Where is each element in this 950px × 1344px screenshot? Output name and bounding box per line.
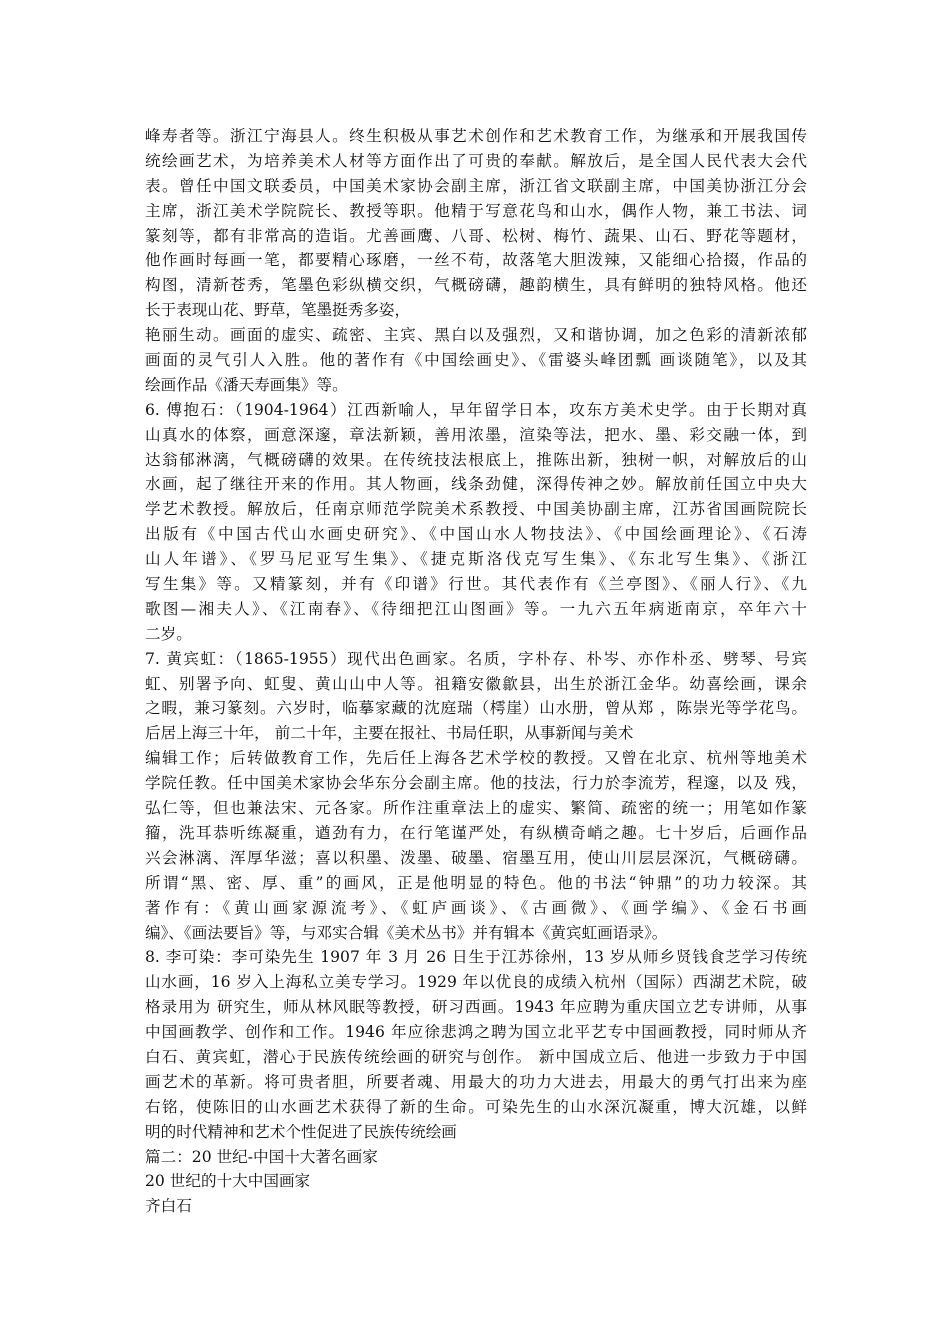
- text-line: 8. 李可染：李可染先生 1907 年 3 月 26 日生于江苏徐州，13 岁从师乡贤钱食芝学习传统: [145, 948, 807, 967]
- text-line: 虹、别署予向、虹叟、黄山山中人等。祖籍安徽歙县，出生於浙江金华。幼喜绘画，课余: [145, 674, 807, 693]
- document-body: [145, 124, 807, 1219]
- text-line: 明的时代精神和艺术个性促进了民族传统绘画: [145, 1122, 457, 1141]
- text-line: 他作画时每画一笔，都要精心琢磨，一丝不苟，故落笔大胆泼辣，又能细心拾掇，作品的: [145, 251, 807, 270]
- text-line: 7. 黄宾虹：（1865-1955）现代出色画家。名质，字朴存、朴岑、亦作朴丞、劈琴、号宾: [145, 649, 807, 668]
- text-line: 构图，清新苍秀，笔墨色彩纵横交织，气概磅礴，趣韵横生，具有鲜明的独特风格。他还: [145, 276, 807, 295]
- text-line: 画艺术的革新。将可贵者胆，所要者魂、用最大的功力大进去，用最大的勇气打出来为座: [145, 1072, 807, 1091]
- text-line: 编》、《画法要旨》等，与邓实合辑《美术丛书》并有辑本《黄宾虹画语录》。: [145, 923, 668, 942]
- text-line: 编辑工作；后转做教育工作，先后任上海各艺术学校的教授。又曾在北京、杭州等地美术: [145, 749, 807, 768]
- text-line: 长于表现山花、野草，笔墨挺秀多姿，: [145, 301, 411, 320]
- text-line: 右铭，使陈旧的山水画艺术获得了新的生命。可染先生的山水深沉凝重，博大沉雄，以鲜: [145, 1097, 807, 1116]
- text-line: 齐白石: [145, 1197, 192, 1216]
- text-line: 学院任教。任中国美术家协会华东分会副主席。他的技法，行力於李流芳，程邃，以及 残，: [145, 774, 807, 793]
- text-line: 达翁郁淋漓，气概磅礴的效果。在传统技法根底上，推陈出新，独树一帜，对解放后的山: [145, 450, 807, 469]
- text-line: 学艺术教授。解放后，任南京师范学院美术系教授、中国美协副主席，江苏省国画院院长: [145, 500, 807, 519]
- text-line: 艳丽生动。画面的虚实、疏密、主宾、黑白以及强烈，又和谐协调，加之色彩的清新浓郁: [145, 326, 807, 345]
- text-line: 之暇，兼习篆刻。六岁时，临摹家藏的沈庭瑞（樗崖）山水册，曾从郑 ，陈崇光等学花鸟。: [145, 699, 807, 718]
- text-line: 歌图—湘夫人》、《江南春》、《待细把江山图画》等。一九六五年病逝南京，卒年六十: [145, 599, 807, 618]
- text-line: 6. 傅抱石：（1904-1964）江西新喻人，早年留学日本，攻东方美术史学。由于长期对真: [145, 400, 807, 419]
- text-line: 中国画教学、创作和工作。1946 年应徐悲鸿之聘为国立北平艺专中国画教授，同时师从齐: [145, 1023, 807, 1042]
- text-line: 弘仁等，但也兼法宋、元各家。所作注重章法上的虚实、繁简、疏密的统一；用笔如作篆: [145, 799, 807, 818]
- text-line: 20 世纪的十大中国画家: [145, 1172, 311, 1191]
- text-line: 出版有《中国古代山水画史研究》、《中国山水人物技法》、《中国绘画理论》、《石涛: [145, 525, 807, 544]
- text-line: 山人年谱》、《罗马尼亚写生集》、《捷克斯洛伐克写生集》、《东北写生集》、《浙江: [145, 550, 807, 569]
- text-line: 格录用为 研究生，师从林风眠等教授，研习西画。1943 年应聘为重庆国立艺专讲师，从事: [145, 998, 807, 1017]
- text-line: 篆刻等，都有非常高的造诣。尤善画鹰、八哥、松树、梅竹、蔬果、山石、野花等题材，: [145, 226, 807, 245]
- text-line: 兴会淋漓、浑厚华滋；喜以积墨、泼墨、破墨、宿墨互用，使山川层层深沉，气概磅礴。: [145, 848, 807, 867]
- text-line: 写生集》等。又精篆刻，并有《印谱》行世。其代表作有《兰亭图》、《丽人行》、《九: [145, 575, 807, 594]
- text-line: 表。曾任中国文联委员，中国美术家协会副主席，浙江省文联副主席，中国美协浙江分会: [145, 176, 807, 195]
- text-line: 主席，浙江美术学院院长、教授等职。他精于写意花鸟和山水，偶作人物，兼工书法、词: [145, 201, 807, 220]
- text-line: 二岁。: [145, 624, 192, 643]
- text-line: 白石、黄宾虹，潜心于民族传统绘画的研究与创作。 新中国成立后、他进一步致力于中国: [145, 1047, 807, 1066]
- text-line: 峰寿者等。浙江宁海县人。终生积极从事艺术创作和艺术教育工作，为继承和开展我国传: [145, 127, 807, 145]
- text-line: 水画，起了继往开来的作用。其人物画，线条劲健，深得传神之妙。解放前任国立中央大: [145, 475, 807, 494]
- text-line: 绘画作品《潘天寿画集》等。: [145, 375, 348, 394]
- text-line: 后居上海三十年， 前二十年，主要在报社、书局任职，从事新闻与美术: [145, 724, 634, 743]
- text-line: 统绘画艺术，为培养美术人材等方面作出了可贵的奉献。解放后，是全国人民代表大会代: [145, 151, 807, 170]
- text-line: 所谓“黑、密、厚、重”的画风，正是他明显的特色。他的书法“钟鼎”的功力较深。其: [145, 873, 807, 892]
- text-line: 籀，洗耳恭听练凝重，遒劲有力，在行笔谨严处，有纵横奇峭之趣。七十岁后，后画作品: [145, 823, 807, 842]
- text-line: 山水画，16 岁入上海私立美专学习。1929 年以优良的成绩入杭州（国际）西湖艺术院，破: [145, 973, 807, 992]
- text-line: 画面的灵气引人入胜。他的著作有《中国绘画史》、《雷婆头峰团瓢 画谈随笔》，以及其: [145, 351, 807, 370]
- text-line: 篇二：20 世纪-中国十大著名画家: [145, 1147, 378, 1166]
- text-line: 著作有：《黄山画家源流考》、《虹庐画谈》、《古画微》、《画学编》、《金石书画: [145, 898, 807, 917]
- text-line: 山真水的体察，画意深邃，章法新颖，善用浓墨，渲染等法，把水、墨、彩交融一体，到: [145, 425, 807, 444]
